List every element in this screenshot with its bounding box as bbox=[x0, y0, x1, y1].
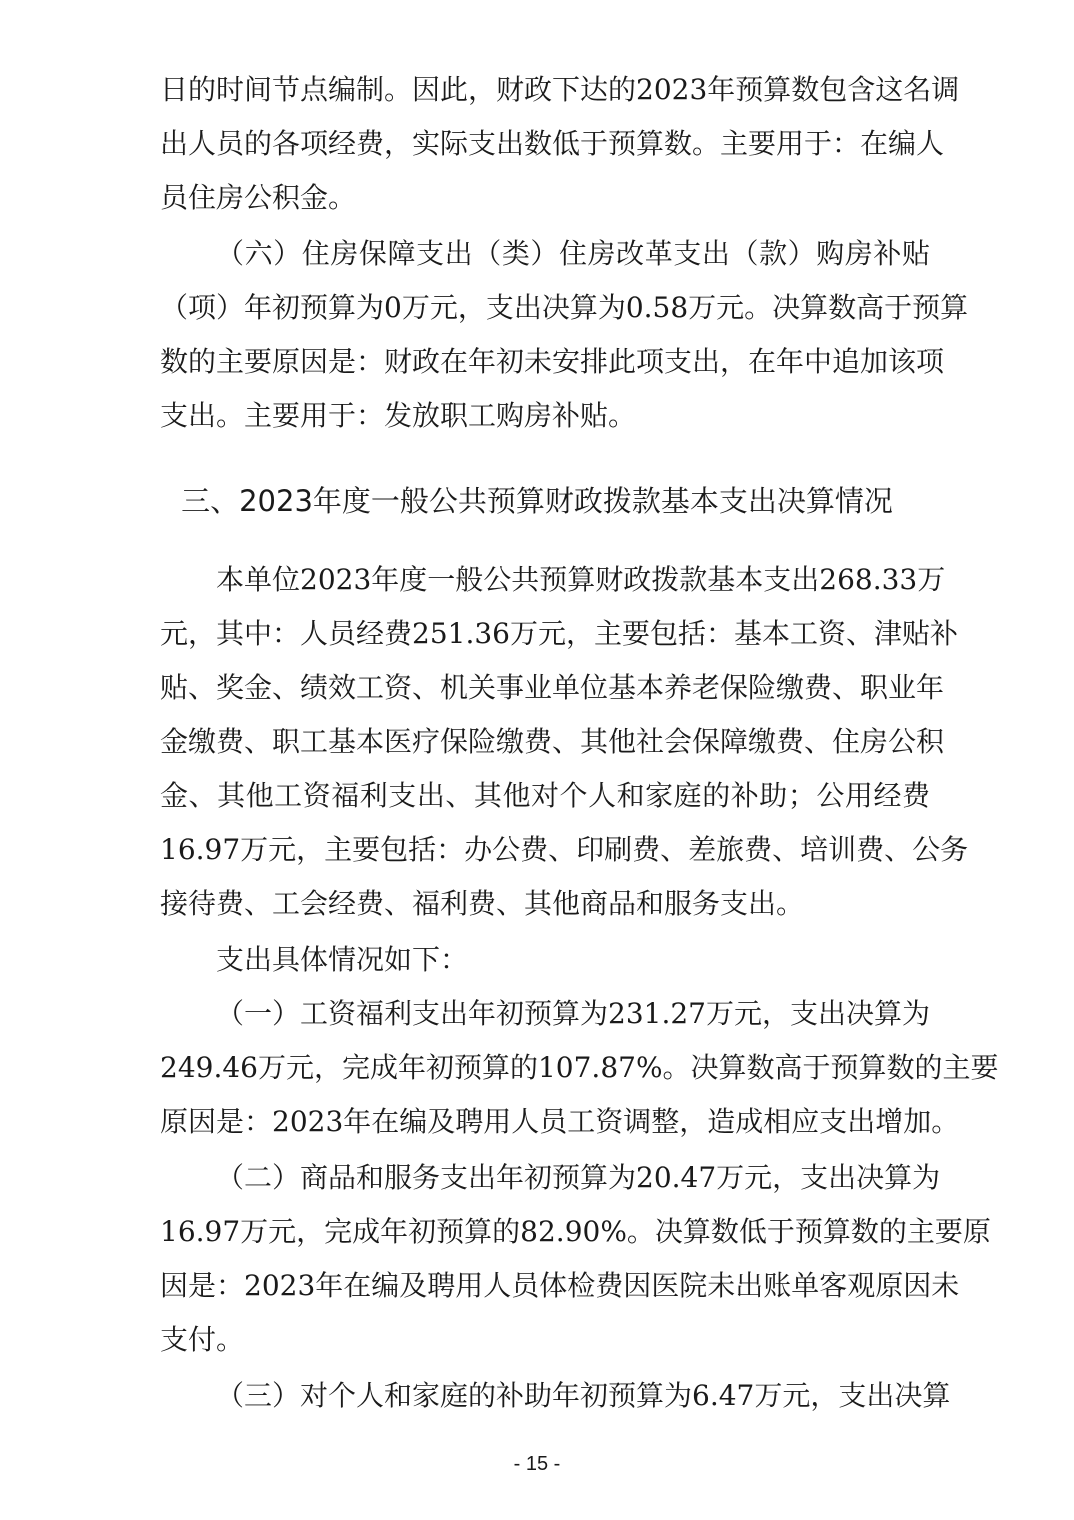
body-line: 16.97万元，完成年初预算的82.90%。决算数低于预算数的主要原 bbox=[160, 1215, 991, 1248]
body-line: 因是：2023年在编及聘用人员体检费因医院未出账单客观原因未 bbox=[160, 1269, 960, 1302]
body-line: 员住房公积金。 bbox=[160, 181, 357, 214]
body-line: 数的主要原因是：财政在年初未安排此项支出，在年中追加该项 bbox=[160, 345, 945, 378]
body-line: 支付。 bbox=[160, 1323, 245, 1356]
paragraph-first-line: 支出具体情况如下： bbox=[216, 943, 469, 976]
body-line: 接待费、工会经费、福利费、其他商品和服务支出。 bbox=[160, 887, 805, 920]
page-number: - 15 - bbox=[513, 1453, 561, 1475]
paragraph-first-line: （六）住房保障支出（类）住房改革支出（款）购房补贴 bbox=[216, 237, 930, 270]
body-line: 贴、奖金、绩效工资、机关事业单位基本养老保险缴费、职业年 bbox=[160, 671, 945, 704]
body-line: 金缴费、职工基本医疗保险缴费、其他社会保障缴费、住房公积 bbox=[160, 725, 945, 758]
body-line: 原因是：2023年在编及聘用人员工资调整，造成相应支出增加。 bbox=[160, 1105, 960, 1138]
body-line: 16.97万元，主要包括：办公费、印刷费、差旅费、培训费、公务 bbox=[160, 833, 969, 866]
body-line: 元，其中：人员经费251.36万元，主要包括：基本工资、津贴补 bbox=[160, 617, 958, 650]
body-line: 日的时间节点编制。因此，财政下达的2023年预算数包含这名调 bbox=[160, 73, 960, 106]
body-line: 支出。主要用于：发放职工购房补贴。 bbox=[160, 399, 637, 432]
section-heading: 三、2023年度一般公共预算财政拨款基本支出决算情况 bbox=[181, 484, 893, 518]
body-line: （项）年初预算为0万元，支出决算为0.58万元。决算数高于预算 bbox=[160, 291, 969, 324]
paragraph-first-line: （三）对个人和家庭的补助年初预算为6.47万元，支出决算 bbox=[216, 1379, 951, 1412]
paragraph-first-line: （一）工资福利支出年初预算为231.27万元，支出决算为 bbox=[216, 997, 930, 1030]
body-line: 249.46万元，完成年初预算的107.87%。决算数高于预算数的主要 bbox=[160, 1051, 999, 1084]
paragraph-first-line: （二）商品和服务支出年初预算为20.47万元，支出决算为 bbox=[216, 1161, 941, 1194]
body-line: 金、其他工资福利支出、其他对个人和家庭的补助；公用经费 bbox=[160, 779, 930, 812]
paragraph-first-line: 本单位2023年度一般公共预算财政拨款基本支出268.33万 bbox=[216, 563, 946, 596]
body-line: 出人员的各项经费，实际支出数低于预算数。主要用于：在编人 bbox=[160, 127, 945, 160]
